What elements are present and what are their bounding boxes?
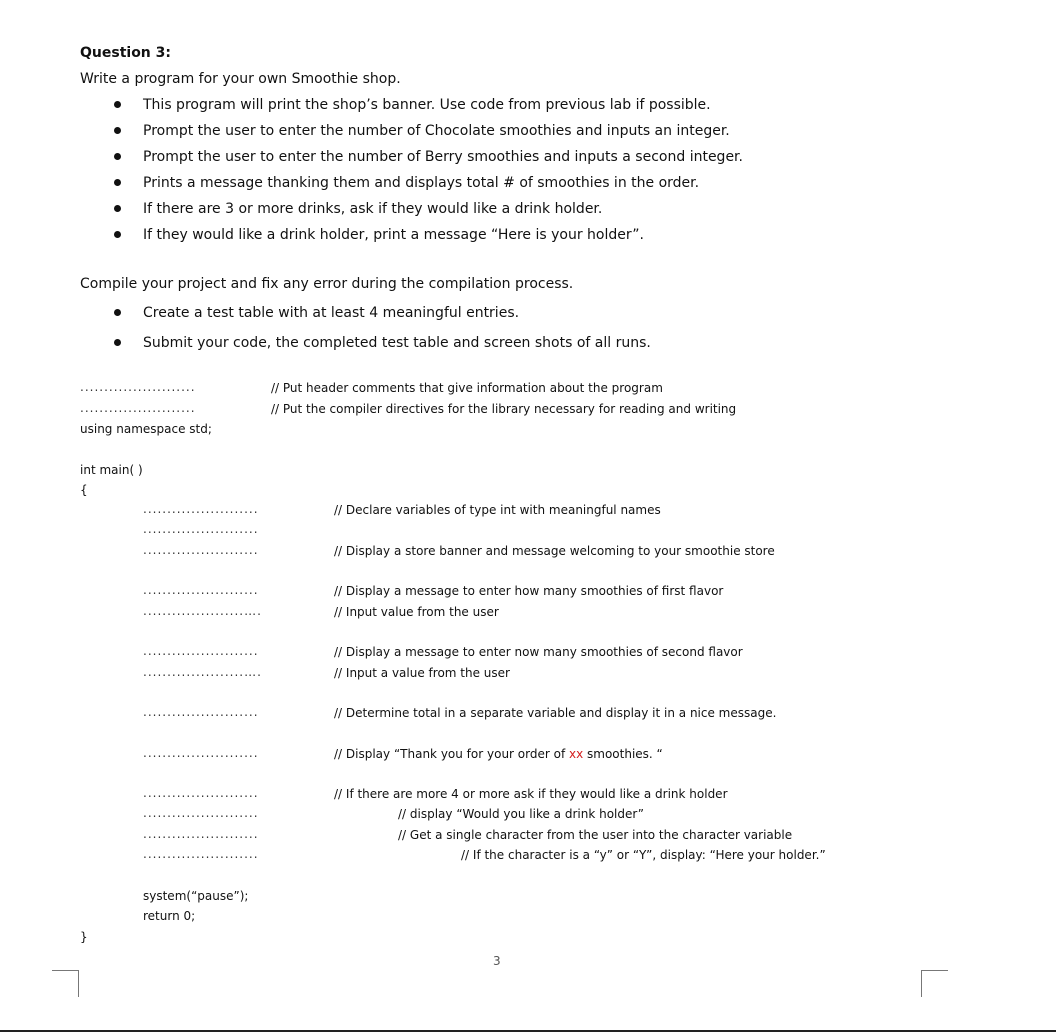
placeholder-count: xx	[569, 747, 584, 761]
code-line: using namespace std;	[80, 422, 212, 436]
code-placeholder: ........................	[143, 847, 259, 861]
code-placeholder: ........................	[143, 705, 259, 719]
code-line: int main( )	[80, 463, 143, 477]
bullet-icon	[114, 231, 121, 238]
crop-mark-left	[52, 970, 79, 997]
list-item: Submit your code, the completed test table and screen shots of all runs.	[143, 335, 651, 351]
code-brace: {	[80, 483, 88, 497]
code-brace: }	[80, 930, 88, 944]
code-comment: // If the character is a “y” or “Y”, display: “Here your holder.”	[461, 848, 826, 862]
code-line: system(“pause”);	[143, 889, 249, 903]
code-comment: // Input a value from the user	[334, 666, 510, 680]
compile-text: Compile your project and fix any error during the compilation process.	[80, 276, 574, 292]
bullet-icon	[114, 205, 121, 212]
list-item: If there are 3 or more drinks, ask if they would like a drink holder.	[143, 201, 603, 217]
crop-mark-right	[921, 970, 948, 997]
intro-text: Write a program for your own Smoothie shop.	[80, 71, 401, 87]
bullet-icon	[114, 101, 121, 108]
code-placeholder: ........................	[143, 502, 259, 516]
code-placeholder: .....................….	[143, 604, 262, 618]
code-comment: // Display a message to enter how many smoothies of first flavor	[334, 584, 724, 598]
bottom-border	[0, 1030, 1056, 1032]
page-number: 3	[493, 954, 501, 968]
code-placeholder: ........................	[80, 380, 196, 394]
code-comment: // Get a single character from the user into the character variable	[398, 828, 793, 842]
code-placeholder: ........................	[143, 522, 259, 536]
code-comment: // Determine total in a separate variable and display it in a nice message.	[334, 706, 777, 720]
question-heading: Question 3:	[80, 45, 171, 61]
list-item: Prompt the user to enter the number of Berry smoothies and inputs a second integer.	[143, 149, 743, 165]
code-comment: // Put header comments that give information about the program	[271, 381, 663, 395]
code-comment: // display “Would you like a drink holder”	[398, 807, 645, 821]
code-comment: // Input value from the user	[334, 605, 499, 619]
code-comment: // Declare variables of type int with meaningful names	[334, 503, 661, 517]
code-placeholder: ........................	[143, 746, 259, 760]
list-item: Prompt the user to enter the number of Chocolate smoothies and inputs an integer.	[143, 123, 730, 139]
code-placeholder: ........................	[80, 401, 196, 415]
code-comment-thanks	[334, 747, 663, 761]
code-comment: smoothies. “	[583, 747, 663, 761]
bullet-icon	[114, 339, 121, 346]
code-placeholder: .....................….	[143, 665, 262, 679]
list-item: This program will print the shop’s banner. Use code from previous lab if possible.	[143, 97, 711, 113]
code-placeholder: ........................	[143, 583, 259, 597]
bullet-icon	[114, 179, 121, 186]
code-comment: // Display “Thank you for your order of	[334, 747, 569, 761]
code-placeholder: ........................	[143, 786, 259, 800]
list-item: If they would like a drink holder, print a message “Here is your holder”.	[143, 227, 644, 243]
bullet-icon	[114, 153, 121, 160]
code-line: return 0;	[143, 909, 196, 923]
code-placeholder: ........................	[143, 543, 259, 557]
code-comment: // Display a store banner and message welcoming to your smoothie store	[334, 544, 775, 558]
code-placeholder: ........................	[143, 806, 259, 820]
code-comment: // Put the compiler directives for the library necessary for reading and writing	[271, 402, 737, 416]
list-item: Create a test table with at least 4 meaningful entries.	[143, 305, 520, 321]
code-comment: // If there are more 4 or more ask if they would like a drink holder	[334, 787, 728, 801]
code-placeholder: ........................	[143, 644, 259, 658]
code-placeholder: ........................	[143, 827, 259, 841]
code-comment: // Display a message to enter now many smoothies of second flavor	[334, 645, 743, 659]
bullet-icon	[114, 309, 121, 316]
bullet-icon	[114, 127, 121, 134]
list-item: Prints a message thanking them and displays total # of smoothies in the order.	[143, 175, 700, 191]
